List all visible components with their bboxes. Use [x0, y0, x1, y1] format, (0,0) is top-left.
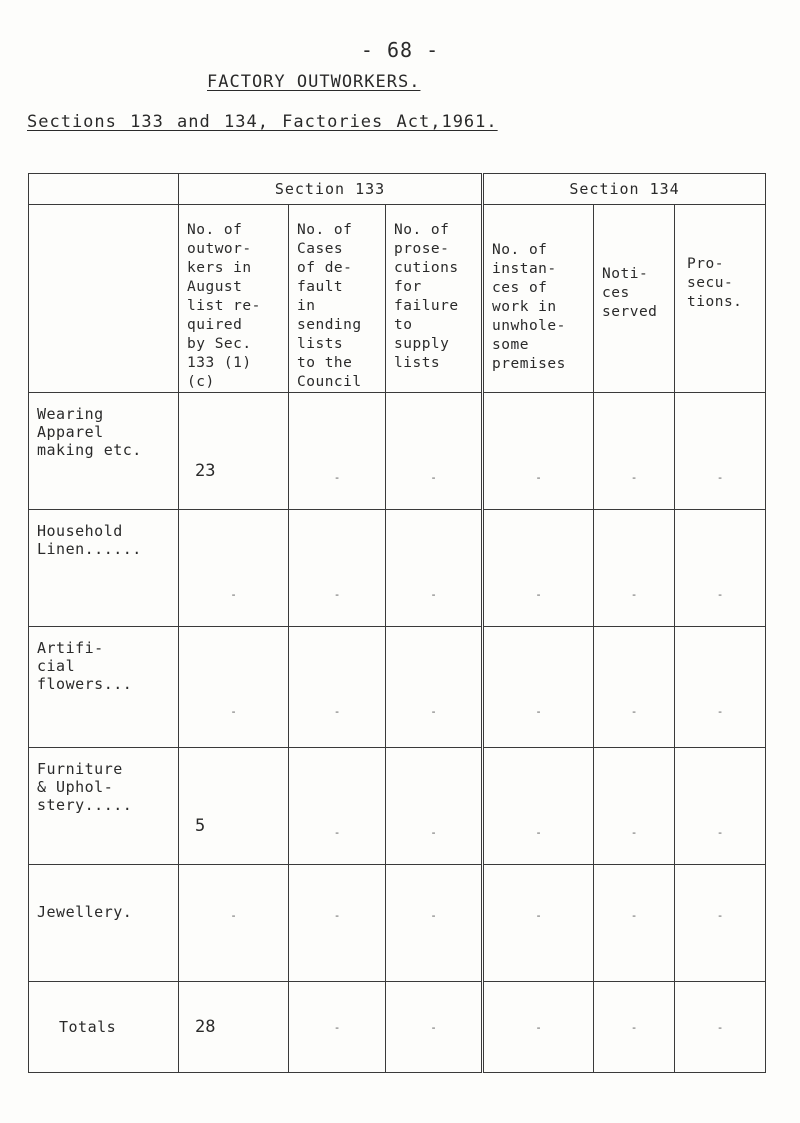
value-cell: [594, 627, 675, 748]
outworkers-table: [28, 173, 766, 1073]
column-header-unwholesome-premises: [483, 205, 594, 393]
cell-value: -: [716, 588, 724, 601]
value-cell: [179, 510, 289, 627]
cell-value: -: [333, 588, 341, 601]
value-cell: [289, 393, 386, 510]
column-header-text: Pro- secu- tions.: [687, 256, 743, 310]
cell-value: -: [630, 826, 638, 839]
table-row: [29, 865, 766, 982]
table-row: [29, 627, 766, 748]
cell-value: -: [630, 705, 638, 718]
value-cell: [179, 748, 289, 865]
column-header-prosecutions-lists: [386, 205, 483, 393]
column-header-text: No. of Cases of de- fault in sending lists to the Council: [297, 222, 362, 390]
cell-value: -: [230, 705, 237, 718]
cell-value: -: [230, 588, 237, 601]
cell-value: -: [716, 471, 724, 484]
value-cell: [386, 393, 483, 510]
row-header-blank: [29, 205, 179, 393]
row-label-cell: [29, 865, 179, 982]
value-cell: [483, 748, 594, 865]
value-cell: [289, 627, 386, 748]
cell-value: -: [535, 705, 542, 718]
totals-value: -: [333, 1020, 341, 1034]
row-label: Wearing Apparel making etc.: [37, 405, 142, 459]
value-cell: [675, 865, 766, 982]
totals-value: 28: [195, 1017, 216, 1037]
totals-cell: [179, 982, 289, 1073]
cell-value: -: [716, 826, 724, 839]
value-cell: [675, 393, 766, 510]
cell-value: -: [716, 909, 724, 922]
value-cell: [675, 627, 766, 748]
value-cell: [483, 510, 594, 627]
value-cell: [386, 627, 483, 748]
cell-value: -: [430, 826, 437, 839]
column-header-outworkers: [179, 205, 289, 393]
table-row: [29, 510, 766, 627]
cell-value: -: [630, 588, 638, 601]
value-cell: [594, 393, 675, 510]
cell-value: -: [333, 705, 341, 718]
totals-row: [29, 982, 766, 1073]
totals-cell: [386, 982, 483, 1073]
column-header-default-cases: [289, 205, 386, 393]
value-cell: [289, 510, 386, 627]
section-header-row: [29, 174, 766, 205]
totals-value: -: [716, 1020, 724, 1034]
column-header-row: [29, 205, 766, 393]
cell-value: -: [535, 826, 542, 839]
totals-label-cell: [29, 982, 179, 1073]
row-label-cell: [29, 510, 179, 627]
value-cell: [386, 748, 483, 865]
corner-cell: [29, 174, 179, 205]
totals-cell: [594, 982, 675, 1073]
document-title: FACTORY OUTWORKERS.: [207, 72, 421, 92]
row-label-cell: [29, 393, 179, 510]
column-header-text: No. of prose- cutions for failure to supply lists: [394, 222, 459, 371]
column-header-text: No. of outwor- kers in August list re- quired by Sec. 133 (1) (c): [187, 222, 261, 390]
value-cell: [594, 865, 675, 982]
table-row: [29, 748, 766, 865]
cell-value: -: [430, 909, 437, 922]
row-label-cell: [29, 748, 179, 865]
column-header-text: No. of instan- ces of work in unwhole- some premises: [492, 242, 566, 372]
row-label-cell: [29, 627, 179, 748]
value-cell: [386, 510, 483, 627]
column-header-prosecutions: [675, 205, 766, 393]
page-number: - 68 -: [360, 38, 440, 62]
totals-cell: [675, 982, 766, 1073]
cell-value: -: [333, 826, 341, 839]
table-row: [29, 393, 766, 510]
cell-value: -: [230, 909, 237, 922]
cell-value: -: [535, 909, 542, 922]
totals-value: -: [630, 1020, 638, 1034]
value-cell: [179, 865, 289, 982]
cell-value: -: [716, 705, 724, 718]
cell-value: -: [535, 471, 542, 484]
cell-value: 23: [195, 461, 216, 481]
value-cell: [675, 510, 766, 627]
value-cell: [483, 865, 594, 982]
value-cell: [289, 748, 386, 865]
row-label: Artifi- cial flowers...: [37, 639, 133, 693]
row-label: Furniture & Uphol- stery.....: [37, 760, 133, 814]
value-cell: [594, 510, 675, 627]
totals-value: -: [535, 1020, 542, 1034]
totals-label: Totals: [59, 1018, 117, 1036]
cell-value: -: [535, 588, 542, 601]
cell-value: -: [430, 588, 437, 601]
section-133-header: Section 133: [179, 174, 483, 205]
column-header-notices-served: [594, 205, 675, 393]
cell-value: -: [630, 909, 638, 922]
cell-value: -: [630, 471, 638, 484]
value-cell: [179, 393, 289, 510]
column-header-text: Noti- ces served: [602, 266, 658, 320]
totals-cell: [289, 982, 386, 1073]
value-cell: [483, 393, 594, 510]
cell-value: -: [333, 909, 341, 922]
cell-value: -: [333, 471, 341, 484]
value-cell: [675, 748, 766, 865]
cell-value: -: [430, 471, 437, 484]
document-subtitle: Sections 133 and 134, Factories Act,1961.: [27, 112, 498, 132]
totals-value: -: [430, 1020, 437, 1034]
value-cell: [289, 865, 386, 982]
totals-cell: [483, 982, 594, 1073]
cell-value: 5: [195, 816, 206, 836]
section-134-header: Section 134: [483, 174, 766, 205]
value-cell: [179, 627, 289, 748]
value-cell: [386, 865, 483, 982]
value-cell: [594, 748, 675, 865]
row-label: Jewellery.: [37, 903, 133, 921]
cell-value: -: [430, 705, 437, 718]
row-label: Household Linen......: [37, 522, 142, 558]
value-cell: [483, 627, 594, 748]
